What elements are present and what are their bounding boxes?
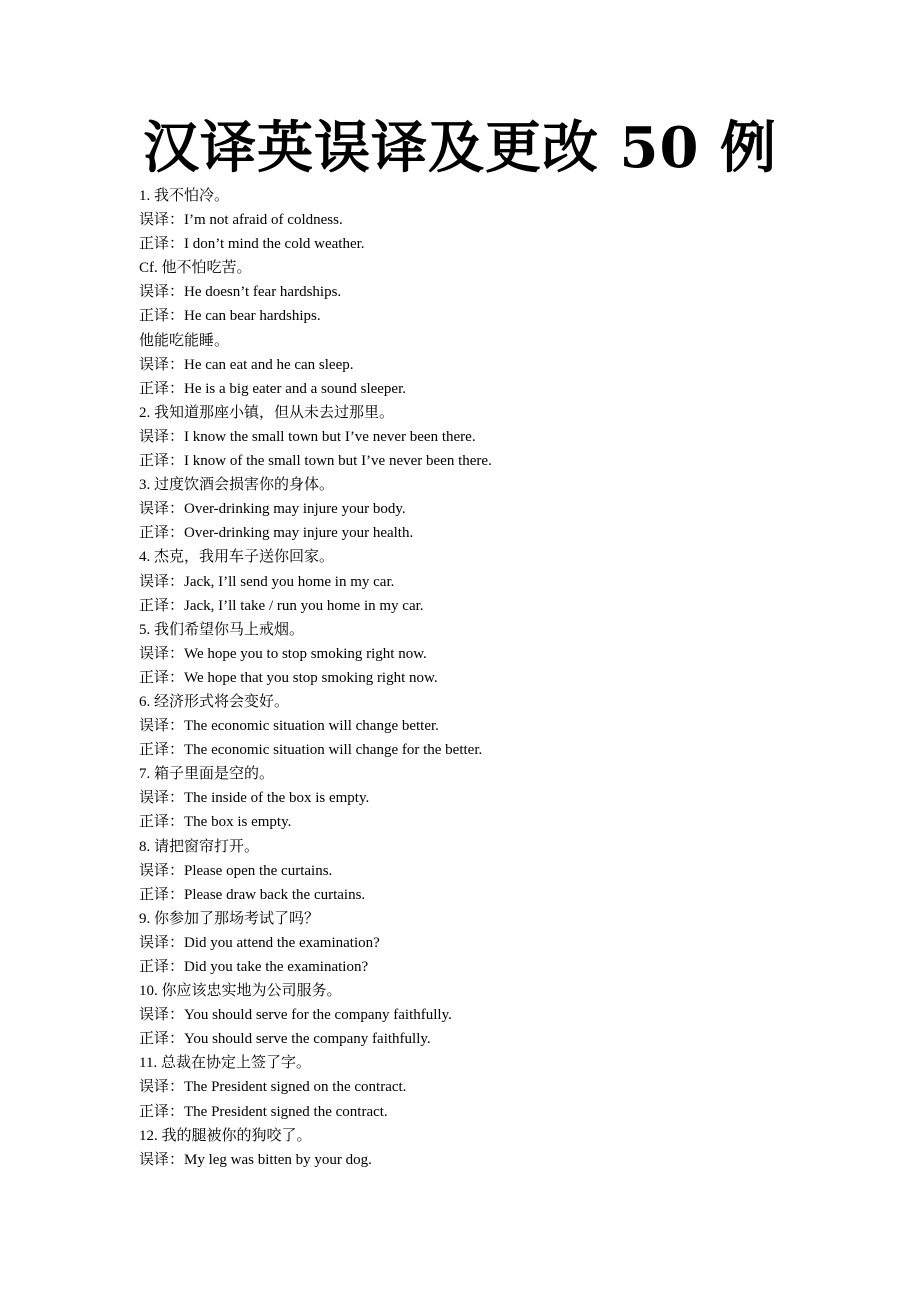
- document-body: [139, 184, 839, 1172]
- text-line: 8. 请把窗帘打开。: [139, 838, 260, 855]
- text-line: 7. 箱子里面是空的。: [139, 766, 275, 783]
- text-line: 误译：He doesn’t fear hardships.: [139, 284, 342, 301]
- text-line: 正译：He is a big eater and a sound sleeper.: [139, 380, 407, 397]
- text-line: 误译：Please open the curtains.: [139, 862, 333, 879]
- text-line: 误译：The inside of the box is empty.: [139, 790, 370, 807]
- text-line: 2. 我知道那座小镇，但从未去过那里。: [139, 404, 395, 421]
- text-line: 10. 你应该忠实地为公司服务。: [139, 983, 342, 1000]
- text-line: 正译：You should serve the company faithfully.: [139, 1031, 431, 1048]
- text-line: 正译：Please draw back the curtains.: [139, 886, 366, 903]
- text-line: 6. 经济形式将会变好。: [139, 693, 290, 710]
- text-line: 误译：Did you attend the examination?: [139, 934, 380, 951]
- text-line: 12. 我的腿被你的狗咬了。: [139, 1127, 312, 1144]
- document-title: 汉译英误译及更改 50 例: [143, 115, 777, 181]
- text-line: 正译：Over-drinking may injure your health.: [139, 525, 414, 542]
- text-line: 正译：The box is empty.: [139, 814, 292, 831]
- text-line: 误译：Jack, I’ll send you home in my car.: [139, 573, 395, 590]
- text-line: 误译：The President signed on the contract.: [139, 1079, 407, 1096]
- text-line: 正译：I know of the small town but I’ve never been there.: [139, 453, 492, 470]
- text-line: 正译：Did you take the examination?: [139, 959, 369, 975]
- text-line: 正译：The President signed the contract.: [139, 1103, 388, 1120]
- text-line: 11. 总裁在协定上签了字。: [139, 1055, 311, 1072]
- text-line: 误译：My leg was bitten by your dog.: [139, 1151, 372, 1168]
- text-line: 3. 过度饮酒会损害你的身体。: [139, 477, 335, 494]
- text-line: 他能吃能睡。: [139, 332, 230, 349]
- text-line: 误译：You should serve for the company faithfully.: [139, 1007, 452, 1024]
- text-line: 5. 我们希望你马上戒烟。: [139, 621, 305, 638]
- text-line: 误译：We hope you to stop smoking right now.: [139, 645, 427, 662]
- text-line: Cf. 他不怕吃苦。: [139, 260, 252, 277]
- text-line: 9. 你参加了那场考试了吗？: [139, 910, 320, 927]
- text-line: 1. 我不怕冷。: [139, 188, 230, 204]
- text-line: 正译：He can bear hardships.: [139, 308, 321, 325]
- text-line: 正译：I don’t mind the cold weather.: [139, 236, 365, 253]
- text-line: 4. 杰克，我用车子送你回家。: [139, 549, 335, 566]
- text-line: 误译：I’m not afraid of coldness.: [139, 212, 343, 229]
- text-line: 误译：He can eat and he can sleep.: [139, 356, 354, 373]
- text-line: 正译：We hope that you stop smoking right now.: [139, 669, 438, 686]
- text-line: 误译：Over-drinking may injure your body.: [139, 501, 406, 518]
- text-line: 正译：The economic situation will change for the better.: [139, 742, 483, 759]
- text-line: 正译：Jack, I’ll take / run you home in my car.: [139, 597, 424, 614]
- text-line: 误译：I know the small town but I’ve never been there.: [139, 428, 476, 445]
- text-line: 误译：The economic situation will change better.: [139, 718, 439, 735]
